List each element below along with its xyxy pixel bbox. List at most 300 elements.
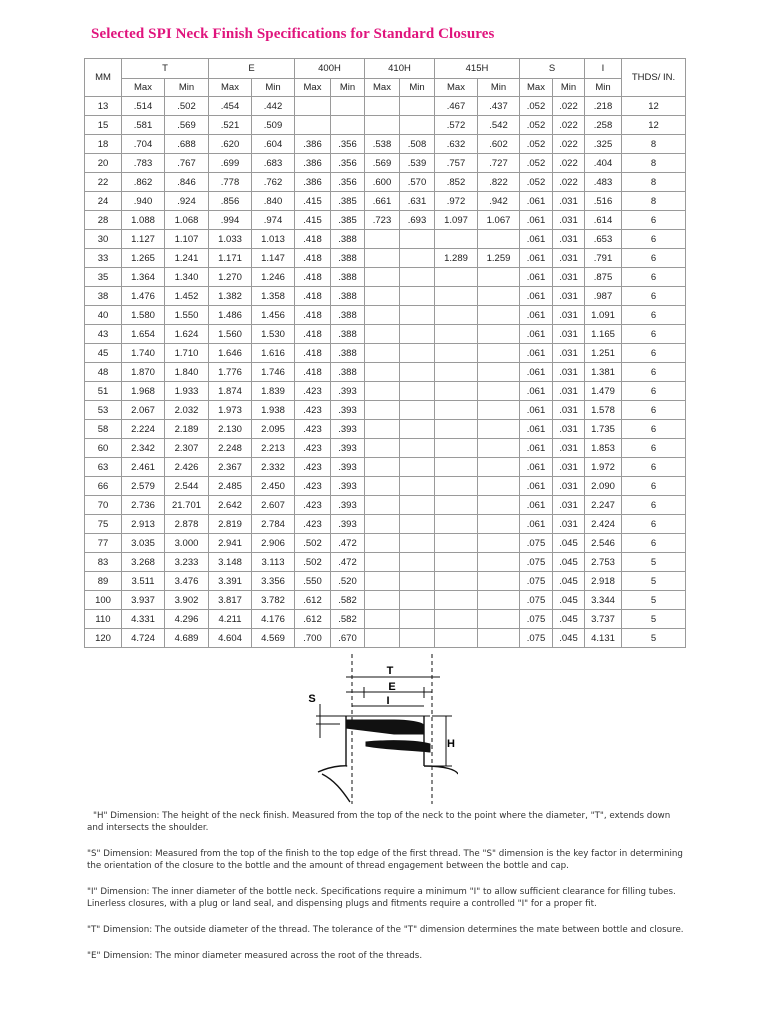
- cell-400h-min: .393: [331, 458, 365, 477]
- cell-thds: 6: [622, 534, 686, 553]
- cell-e-max: 2.819: [209, 515, 252, 534]
- cell-i-min: 3.737: [585, 610, 622, 629]
- cell-t-min: 1.624: [165, 325, 209, 344]
- table-row: [85, 363, 686, 382]
- cell-mm: 35: [85, 268, 122, 287]
- cell-410h-max: .538: [365, 135, 400, 154]
- cell-410h-max: [365, 572, 400, 591]
- cell-s-max: .061: [520, 325, 553, 344]
- cell-t-min: 2.307: [165, 439, 209, 458]
- cell-410h-min: [400, 249, 435, 268]
- cell-t-min: 1.452: [165, 287, 209, 306]
- cell-415h-min: [478, 230, 520, 249]
- cell-410h-min: [400, 97, 435, 116]
- cell-t-max: 2.224: [122, 420, 165, 439]
- cell-s-min: .031: [553, 477, 585, 496]
- cell-thds: 6: [622, 420, 686, 439]
- cell-400h-max: .418: [295, 363, 331, 382]
- cell-s-max: .052: [520, 154, 553, 173]
- diagram-label-i: I: [386, 695, 390, 707]
- cell-e-min: 2.095: [252, 420, 295, 439]
- cell-415h-min: [478, 477, 520, 496]
- table-row: [85, 458, 686, 477]
- cell-t-min: 1.340: [165, 268, 209, 287]
- cell-s-max: .061: [520, 287, 553, 306]
- cell-e-max: 3.391: [209, 572, 252, 591]
- cell-e-max: 1.033: [209, 230, 252, 249]
- cell-s-max: .061: [520, 496, 553, 515]
- cell-e-min: 3.782: [252, 591, 295, 610]
- cell-t-min: .846: [165, 173, 209, 192]
- sub-min: Min: [585, 79, 622, 97]
- cell-400h-max: .418: [295, 249, 331, 268]
- cell-415h-min: [478, 553, 520, 572]
- cell-415h-min: .942: [478, 192, 520, 211]
- cell-i-min: .483: [585, 173, 622, 192]
- cell-e-max: .699: [209, 154, 252, 173]
- cell-mm: 70: [85, 496, 122, 515]
- cell-410h-max: .723: [365, 211, 400, 230]
- cell-e-min: 1.746: [252, 363, 295, 382]
- cell-e-min: 2.332: [252, 458, 295, 477]
- cell-415h-min: .602: [478, 135, 520, 154]
- cell-e-min: 2.607: [252, 496, 295, 515]
- cell-s-min: .031: [553, 439, 585, 458]
- table-row: [85, 477, 686, 496]
- cell-s-min: .031: [553, 458, 585, 477]
- cell-410h-max: [365, 306, 400, 325]
- cell-i-min: 2.546: [585, 534, 622, 553]
- table-row: [85, 211, 686, 230]
- cell-410h-min: [400, 458, 435, 477]
- cell-s-min: .045: [553, 534, 585, 553]
- cell-mm: 89: [85, 572, 122, 591]
- cell-415h-min: [478, 629, 520, 648]
- cell-i-min: 1.853: [585, 439, 622, 458]
- cell-415h-max: .572: [435, 116, 478, 135]
- cell-415h-max: [435, 477, 478, 496]
- cell-mm: 43: [85, 325, 122, 344]
- cell-s-max: .061: [520, 306, 553, 325]
- cell-t-min: 1.241: [165, 249, 209, 268]
- cell-mm: 60: [85, 439, 122, 458]
- cell-mm: 33: [85, 249, 122, 268]
- cell-400h-min: .356: [331, 173, 365, 192]
- cell-s-max: .075: [520, 553, 553, 572]
- cell-s-min: .045: [553, 591, 585, 610]
- cell-e-min: 1.938: [252, 401, 295, 420]
- cell-410h-min: [400, 344, 435, 363]
- cell-t-min: 1.710: [165, 344, 209, 363]
- table-row: [85, 97, 686, 116]
- cell-415h-min: [478, 363, 520, 382]
- cell-i-min: 1.251: [585, 344, 622, 363]
- cell-s-max: .075: [520, 591, 553, 610]
- cell-415h-max: 1.097: [435, 211, 478, 230]
- note-e-dimension: "E" Dimension: The minor diameter measured across the root of the threads.: [87, 951, 423, 961]
- cell-t-max: 1.364: [122, 268, 165, 287]
- cell-t-min: 2.544: [165, 477, 209, 496]
- cell-mm: 20: [85, 154, 122, 173]
- cell-415h-max: [435, 363, 478, 382]
- cell-i-min: .516: [585, 192, 622, 211]
- cell-t-min: 1.840: [165, 363, 209, 382]
- cell-400h-max: .386: [295, 135, 331, 154]
- cell-mm: 58: [85, 420, 122, 439]
- cell-e-min: .974: [252, 211, 295, 230]
- cell-415h-min: .727: [478, 154, 520, 173]
- cell-400h-min: .388: [331, 306, 365, 325]
- cell-400h-min: .388: [331, 230, 365, 249]
- cell-t-max: 1.580: [122, 306, 165, 325]
- cell-i-min: 1.165: [585, 325, 622, 344]
- cell-thds: 6: [622, 344, 686, 363]
- cell-s-min: .031: [553, 211, 585, 230]
- cell-s-max: .075: [520, 629, 553, 648]
- cell-i-min: 1.479: [585, 382, 622, 401]
- cell-thds: 8: [622, 173, 686, 192]
- cell-e-max: 1.270: [209, 268, 252, 287]
- cell-e-min: 1.013: [252, 230, 295, 249]
- cell-415h-min: [478, 439, 520, 458]
- cell-t-min: .502: [165, 97, 209, 116]
- cell-t-min: .924: [165, 192, 209, 211]
- cell-415h-max: [435, 591, 478, 610]
- cell-400h-min: .356: [331, 135, 365, 154]
- cell-410h-max: [365, 553, 400, 572]
- cell-400h-max: .423: [295, 515, 331, 534]
- cell-mm: 28: [85, 211, 122, 230]
- table-row: [85, 515, 686, 534]
- cell-410h-min: [400, 610, 435, 629]
- cell-410h-max: [365, 97, 400, 116]
- cell-410h-max: [365, 629, 400, 648]
- cell-410h-min: .508: [400, 135, 435, 154]
- cell-thds: 12: [622, 97, 686, 116]
- cell-e-min: 1.358: [252, 287, 295, 306]
- cell-400h-min: .393: [331, 477, 365, 496]
- cell-415h-min: [478, 515, 520, 534]
- cell-415h-max: [435, 458, 478, 477]
- sub-max: Max: [365, 79, 400, 97]
- cell-415h-max: [435, 382, 478, 401]
- table-row: [85, 496, 686, 515]
- cell-t-min: 3.476: [165, 572, 209, 591]
- cell-415h-max: .757: [435, 154, 478, 173]
- diagram-label-s: S: [308, 693, 316, 705]
- sub-min: Min: [165, 79, 209, 97]
- cell-415h-min: 1.259: [478, 249, 520, 268]
- sub-min: Min: [400, 79, 435, 97]
- cell-t-min: .569: [165, 116, 209, 135]
- cell-t-max: 1.088: [122, 211, 165, 230]
- cell-400h-max: .423: [295, 439, 331, 458]
- cell-415h-min: [478, 268, 520, 287]
- cell-415h-max: [435, 344, 478, 363]
- cell-thds: 8: [622, 154, 686, 173]
- cell-410h-max: [365, 515, 400, 534]
- cell-415h-max: [435, 230, 478, 249]
- cell-410h-min: .570: [400, 173, 435, 192]
- cell-410h-max: [365, 458, 400, 477]
- cell-400h-min: .393: [331, 382, 365, 401]
- cell-mm: 40: [85, 306, 122, 325]
- cell-t-max: 1.740: [122, 344, 165, 363]
- cell-t-max: 4.724: [122, 629, 165, 648]
- cell-415h-min: [478, 458, 520, 477]
- cell-410h-min: [400, 515, 435, 534]
- cell-415h-max: [435, 629, 478, 648]
- cell-e-min: .840: [252, 192, 295, 211]
- cell-e-min: 2.906: [252, 534, 295, 553]
- cell-s-max: .061: [520, 249, 553, 268]
- cell-410h-max: .569: [365, 154, 400, 173]
- cell-s-min: .031: [553, 401, 585, 420]
- cell-mm: 75: [85, 515, 122, 534]
- cell-410h-min: [400, 230, 435, 249]
- cell-400h-max: .502: [295, 534, 331, 553]
- cell-415h-min: [478, 325, 520, 344]
- cell-e-min: .604: [252, 135, 295, 154]
- cell-t-max: 3.937: [122, 591, 165, 610]
- cell-400h-min: .356: [331, 154, 365, 173]
- cell-400h-min: [331, 116, 365, 135]
- cell-410h-min: [400, 477, 435, 496]
- cell-400h-max: .550: [295, 572, 331, 591]
- cell-e-max: .856: [209, 192, 252, 211]
- diagram-label-e: E: [388, 681, 396, 693]
- cell-e-min: .442: [252, 97, 295, 116]
- cell-thds: 6: [622, 477, 686, 496]
- cell-e-min: 1.456: [252, 306, 295, 325]
- cell-410h-min: [400, 591, 435, 610]
- cell-i-min: .791: [585, 249, 622, 268]
- header-t: T: [122, 59, 209, 79]
- cell-s-max: .061: [520, 211, 553, 230]
- cell-415h-max: [435, 268, 478, 287]
- cell-t-max: 1.654: [122, 325, 165, 344]
- sub-min: Min: [331, 79, 365, 97]
- cell-400h-min: .472: [331, 534, 365, 553]
- table-row: [85, 553, 686, 572]
- cell-mm: 120: [85, 629, 122, 648]
- cell-s-min: .022: [553, 173, 585, 192]
- cell-e-min: 1.839: [252, 382, 295, 401]
- cell-thds: 5: [622, 591, 686, 610]
- cell-t-max: .862: [122, 173, 165, 192]
- cell-t-max: 3.511: [122, 572, 165, 591]
- cell-410h-min: [400, 116, 435, 135]
- cell-thds: 6: [622, 249, 686, 268]
- cell-mm: 100: [85, 591, 122, 610]
- cell-410h-max: [365, 382, 400, 401]
- cell-400h-max: .415: [295, 192, 331, 211]
- note-h-dimension: "H" Dimension: The height of the neck finish. Measured from the top of the neck to the point where the diameter, "T", extends down and intersects the shoulder.: [87, 811, 671, 833]
- cell-t-max: 1.968: [122, 382, 165, 401]
- cell-400h-max: .418: [295, 230, 331, 249]
- cell-e-min: 1.530: [252, 325, 295, 344]
- cell-s-max: .061: [520, 477, 553, 496]
- cell-t-min: 2.426: [165, 458, 209, 477]
- cell-s-min: .031: [553, 268, 585, 287]
- table-row: [85, 325, 686, 344]
- cell-i-min: .258: [585, 116, 622, 135]
- cell-e-max: 3.817: [209, 591, 252, 610]
- cell-410h-max: [365, 230, 400, 249]
- cell-410h-max: [365, 325, 400, 344]
- cell-t-min: .688: [165, 135, 209, 154]
- cell-thds: 8: [622, 192, 686, 211]
- cell-410h-min: [400, 629, 435, 648]
- cell-mm: 45: [85, 344, 122, 363]
- cell-e-max: 1.560: [209, 325, 252, 344]
- cell-415h-min: [478, 572, 520, 591]
- cell-410h-min: .539: [400, 154, 435, 173]
- sub-max: Max: [122, 79, 165, 97]
- cell-415h-max: .972: [435, 192, 478, 211]
- cell-i-min: 2.424: [585, 515, 622, 534]
- cell-mm: 110: [85, 610, 122, 629]
- cell-mm: 53: [85, 401, 122, 420]
- cell-s-max: .061: [520, 515, 553, 534]
- cell-t-max: 1.476: [122, 287, 165, 306]
- cell-410h-min: [400, 363, 435, 382]
- table-row: [85, 192, 686, 211]
- cell-s-max: .061: [520, 439, 553, 458]
- cell-t-max: .704: [122, 135, 165, 154]
- cell-thds: 6: [622, 211, 686, 230]
- table-row: [85, 629, 686, 648]
- cell-s-min: .045: [553, 553, 585, 572]
- cell-s-min: .031: [553, 287, 585, 306]
- cell-e-min: 1.246: [252, 268, 295, 287]
- cell-e-min: .509: [252, 116, 295, 135]
- cell-400h-min: .393: [331, 515, 365, 534]
- neck-finish-diagram: [306, 654, 458, 804]
- cell-400h-min: .393: [331, 439, 365, 458]
- header-mm: MM: [85, 59, 122, 97]
- cell-thds: 12: [622, 116, 686, 135]
- cell-400h-max: .612: [295, 591, 331, 610]
- cell-mm: 18: [85, 135, 122, 154]
- cell-410h-max: [365, 420, 400, 439]
- table-row: [85, 572, 686, 591]
- cell-s-min: .045: [553, 610, 585, 629]
- table-row: [85, 306, 686, 325]
- cell-415h-max: [435, 515, 478, 534]
- cell-415h-min: [478, 344, 520, 363]
- cell-415h-max: [435, 553, 478, 572]
- cell-415h-min: .542: [478, 116, 520, 135]
- cell-415h-min: [478, 287, 520, 306]
- cell-400h-max: .423: [295, 401, 331, 420]
- cell-t-min: 1.068: [165, 211, 209, 230]
- cell-400h-min: .393: [331, 496, 365, 515]
- cell-s-max: .061: [520, 401, 553, 420]
- cell-410h-min: [400, 439, 435, 458]
- diagram-label-t: T: [386, 665, 394, 677]
- cell-415h-min: [478, 401, 520, 420]
- cell-e-min: .683: [252, 154, 295, 173]
- cell-s-min: .022: [553, 135, 585, 154]
- cell-thds: 5: [622, 629, 686, 648]
- cell-t-min: 1.550: [165, 306, 209, 325]
- cell-i-min: 4.131: [585, 629, 622, 648]
- cell-400h-max: .386: [295, 173, 331, 192]
- cell-i-min: .325: [585, 135, 622, 154]
- cell-s-min: .045: [553, 572, 585, 591]
- cell-415h-min: [478, 382, 520, 401]
- cell-e-max: 4.604: [209, 629, 252, 648]
- cell-400h-min: .393: [331, 420, 365, 439]
- cell-400h-max: .418: [295, 325, 331, 344]
- cell-mm: 15: [85, 116, 122, 135]
- cell-e-min: 1.147: [252, 249, 295, 268]
- header-s: S: [520, 59, 585, 79]
- cell-thds: 6: [622, 287, 686, 306]
- cell-400h-max: .423: [295, 496, 331, 515]
- cell-410h-min: [400, 553, 435, 572]
- cell-e-min: 4.569: [252, 629, 295, 648]
- cell-410h-min: [400, 572, 435, 591]
- cell-e-min: 3.113: [252, 553, 295, 572]
- cell-410h-min: [400, 325, 435, 344]
- cell-410h-max: [365, 401, 400, 420]
- cell-t-max: 1.127: [122, 230, 165, 249]
- cell-e-min: 4.176: [252, 610, 295, 629]
- cell-415h-max: .632: [435, 135, 478, 154]
- cell-415h-max: [435, 287, 478, 306]
- cell-410h-max: [365, 591, 400, 610]
- cell-415h-min: 1.067: [478, 211, 520, 230]
- cell-415h-min: .822: [478, 173, 520, 192]
- cell-415h-max: [435, 534, 478, 553]
- cell-i-min: 1.735: [585, 420, 622, 439]
- note-s-dimension: "S" Dimension: Measured from the top of the finish to the top edge of the first thread. The "S" dimension is the key factor in determining the orientation of the closure to the bottle and the amount of thread engagement between the bottle and cap.: [87, 849, 683, 871]
- cell-410h-min: [400, 287, 435, 306]
- cell-s-max: .061: [520, 230, 553, 249]
- cell-e-max: .521: [209, 116, 252, 135]
- cell-t-min: 4.689: [165, 629, 209, 648]
- cell-410h-min: [400, 401, 435, 420]
- cell-s-max: .061: [520, 458, 553, 477]
- cell-e-max: 1.973: [209, 401, 252, 420]
- cell-mm: 22: [85, 173, 122, 192]
- table-row: [85, 382, 686, 401]
- cell-400h-min: .385: [331, 192, 365, 211]
- cell-e-min: 2.784: [252, 515, 295, 534]
- cell-400h-max: .612: [295, 610, 331, 629]
- cell-i-min: 2.918: [585, 572, 622, 591]
- cell-s-max: .075: [520, 572, 553, 591]
- cell-e-max: 1.874: [209, 382, 252, 401]
- table-row: [85, 591, 686, 610]
- cell-thds: 6: [622, 515, 686, 534]
- cell-e-max: 2.485: [209, 477, 252, 496]
- table-row: [85, 154, 686, 173]
- cell-t-min: 4.296: [165, 610, 209, 629]
- cell-i-min: 3.344: [585, 591, 622, 610]
- cell-thds: 5: [622, 610, 686, 629]
- cell-e-max: 2.642: [209, 496, 252, 515]
- cell-415h-max: [435, 420, 478, 439]
- cell-410h-max: [365, 344, 400, 363]
- cell-400h-max: .415: [295, 211, 331, 230]
- cell-s-max: .052: [520, 173, 553, 192]
- cell-thds: 6: [622, 306, 686, 325]
- cell-s-max: .061: [520, 363, 553, 382]
- cell-mm: 77: [85, 534, 122, 553]
